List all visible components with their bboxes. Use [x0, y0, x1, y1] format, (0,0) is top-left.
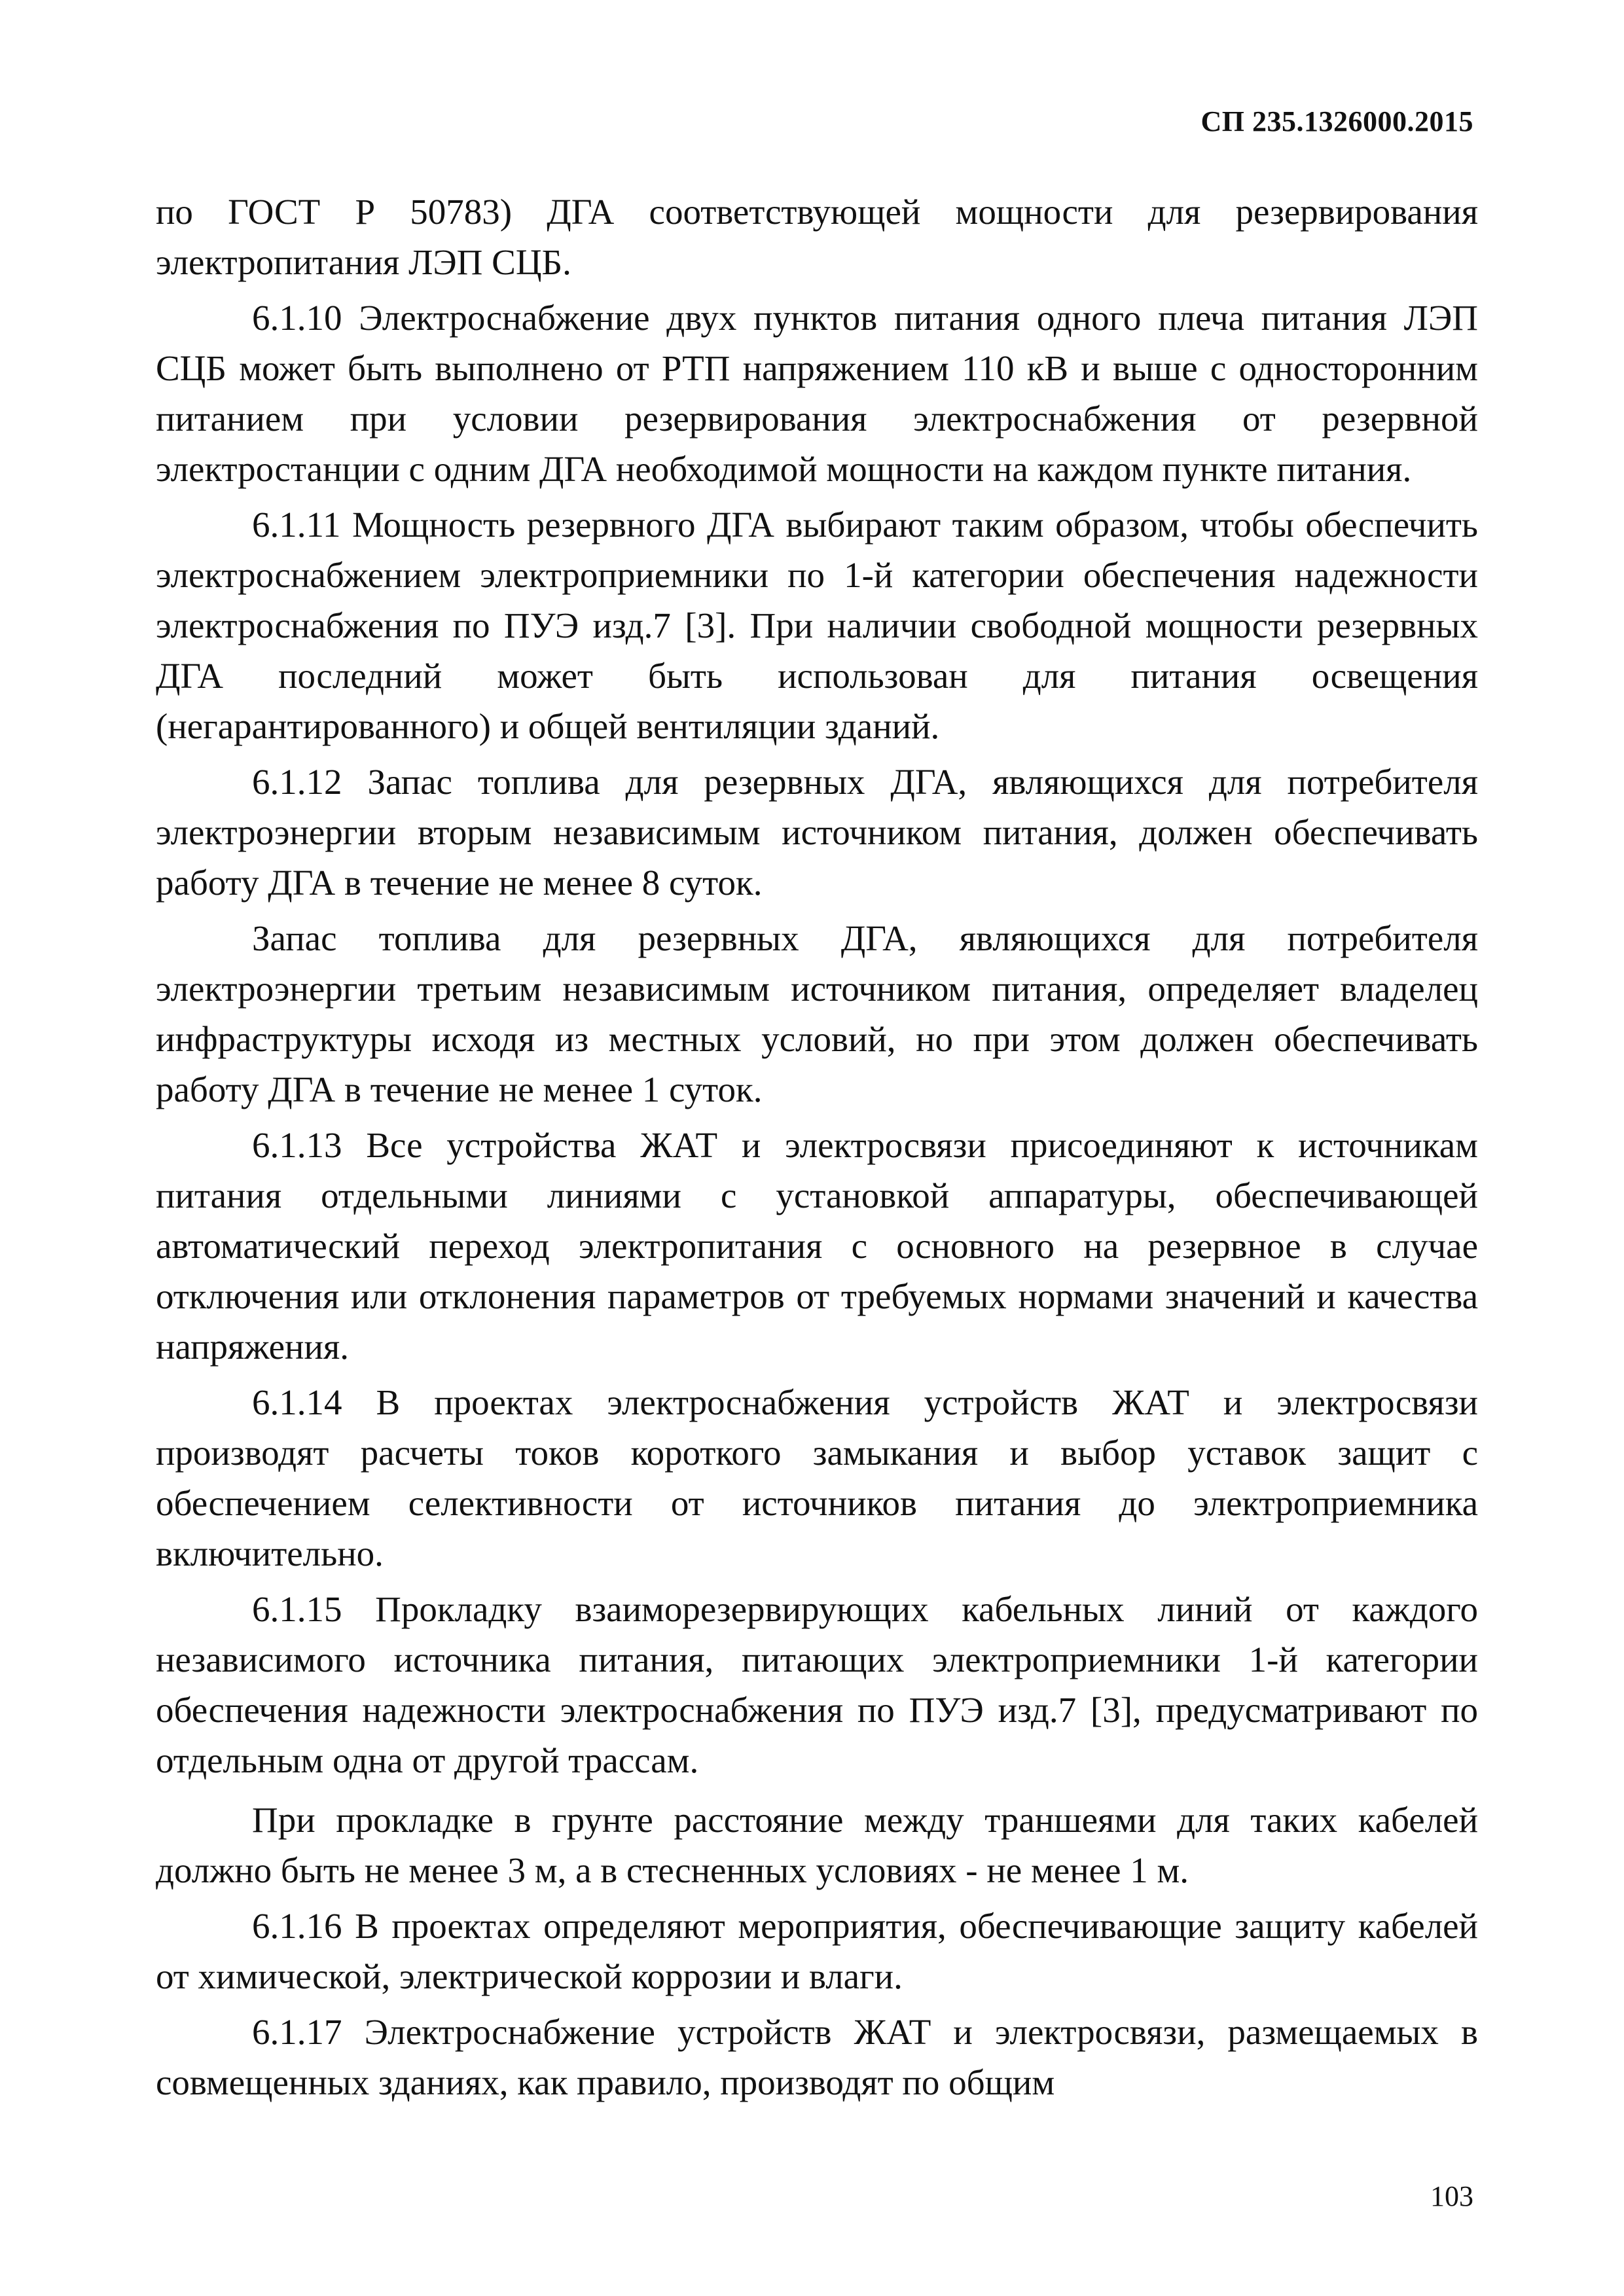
paragraph-6-1-12: 6.1.12 Запас топлива для резервных ДГА, являющихся для потребителя электроэнергии вторым независимым источником питания, должен обеспечивать работу ДГА в течение не менее 8 суток.: [156, 762, 1478, 903]
paragraph-6-1-15: 6.1.15 Прокладку взаиморезервирующих кабельных линий от каждого независимого источника питания, питающих электроприемники 1-й категории обеспечения надежности электроснабжения по ПУЭ изд.7 [3], предусматривают по отдельным одна от другой трассам.: [156, 1589, 1478, 1780]
paragraph-continuation: по ГОСТ Р 50783) ДГА соответствующей мощности для резервирования электропитания ЛЭП СЦБ.: [156, 192, 1478, 282]
page-number: 103: [1430, 2180, 1473, 2212]
paragraph-trench-distance: При прокладке в грунте расстояние между траншеями для таких кабелей должно быть не менее 3 м, а в стесненных условиях - не менее 1 м.: [156, 1800, 1478, 1890]
document-code-header: СП 235.1326000.2015: [1200, 105, 1473, 137]
paragraph-6-1-17: 6.1.17 Электроснабжение устройств ЖАТ и электросвязи, размещаемых в совмещенных зданиях, как правило, производят по общим: [156, 2012, 1478, 2102]
paragraph-fuel-reserve-third-source: Запас топлива для резервных ДГА, являющихся для потребителя электроэнергии третьим независимым источником питания, определяет владелец инфраструктуры исходя из местных условий, но при этом должен обеспечивать работу ДГА в течение не менее 1 суток.: [156, 918, 1478, 1109]
paragraph-6-1-16: 6.1.16 В проектах определяют мероприятия, обеспечивающие защиту кабелей от химической, электрической коррозии и влаги.: [156, 1906, 1478, 1996]
document-body: [156, 187, 1478, 2113]
paragraph-6-1-11: 6.1.11 Мощность резервного ДГА выбирают таким образом, чтобы обеспечить электроснабжением электроприемники по 1-й категории обеспечения надежности электроснабжения по ПУЭ изд.7 [3]. При наличии свободной мощности резервных ДГА последний может быть использован для питания освещения (негарантированного) и общей вентиляции зданий.: [156, 505, 1478, 746]
paragraph-6-1-13: 6.1.13 Все устройства ЖАТ и электросвязи присоединяют к источникам питания отдельными линиями с установкой аппаратуры, обеспечивающей автоматический переход электропитания с основного на резервное в случае отключения или отклонения параметров от требуемых нормами значений и качества напряжения.: [156, 1125, 1478, 1367]
paragraph-6-1-14: 6.1.14 В проектах электроснабжения устройств ЖАТ и электросвязи производят расчеты токов короткого замыкания и выбор уставок защит с обеспечением селективности от источников питания до электроприемника включительно.: [156, 1382, 1478, 1573]
paragraph-6-1-10: 6.1.10 Электроснабжение двух пунктов питания одного плеча питания ЛЭП СЦБ может быть выполнено от РТП напряжением 110 кВ и выше с односторонним питанием при условии резервирования электроснабжения от резервной электростанции с одним ДГА необходимой мощности на каждом пункте питания.: [156, 298, 1478, 489]
